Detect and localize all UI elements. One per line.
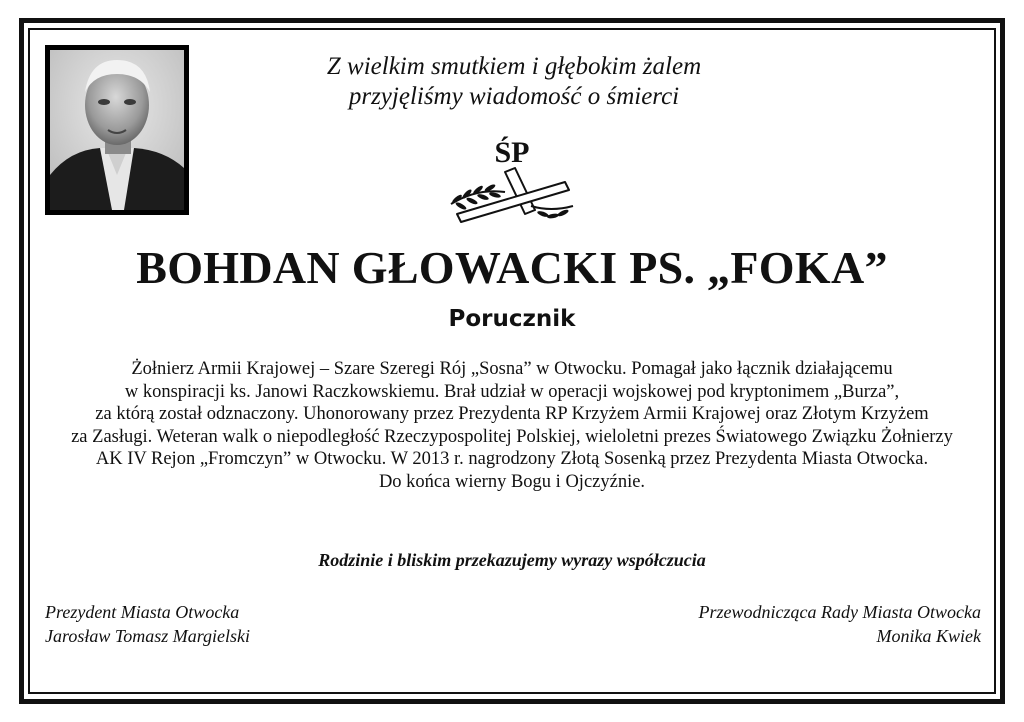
bio-line: Do końca wierny Bogu i Ojczyźnie. (378, 471, 646, 492)
signature-right (699, 600, 981, 648)
signature-left (45, 600, 250, 648)
intro-line-1: Z wielkim smutkiem i głębokim żalem (326, 53, 702, 80)
signature-left-name: Jarosław Tomasz Margielski (45, 626, 251, 646)
signature-left-title: Prezydent Miasta Otwocka (45, 602, 240, 622)
bio-line: w konspiracji ks. Janowi Raczkowskiemu. Brał udział w operacji wojskowej pod kryptonimem „Burza”, (124, 381, 900, 402)
bio-line: za Zasługi. Weteran walk o niepodległość Rzeczypospolitej Polskiej, wieloletni prezes Światowego Związku Żołnierzy (71, 426, 953, 447)
signature-right-name: Monika Kwiek (876, 626, 981, 646)
cross-with-branch-icon (447, 166, 577, 224)
signature-right-title: Przewodnicząca Rady Miasta Otwocka (698, 602, 981, 622)
intro-line-2: przyjęliśmy wiadomość o śmierci (348, 83, 680, 110)
deceased-name: BOHDAN GŁOWACKI PS. „FOKA” (136, 242, 888, 293)
portrait-photo (45, 45, 189, 215)
sp-abbreviation: ŚP (494, 136, 530, 169)
bio-line: Żołnierz Armii Krajowej – Szare Szeregi Rój „Sosna” w Otwocku. Pomagał jako łącznik działającemu (131, 359, 893, 379)
biography (30, 358, 994, 493)
deceased-rank: Porucznik (448, 306, 576, 332)
bio-line: za którą został odznaczony. Uhonorowany przez Prezydenta RP Krzyżem Armii Krajowej oraz Złotym Krzyżem (95, 404, 929, 424)
portrait-image (50, 50, 184, 210)
bio-line: AK IV Rejon „Fromczyn” w Otwocku. W 2013 r. nagrodzony Złotą Sosenką przez Prezydenta Miasta Otwocka. (95, 449, 929, 469)
condolence-text: Rodzinie i bliskim przekazujemy wyrazy współczucia (318, 550, 706, 570)
